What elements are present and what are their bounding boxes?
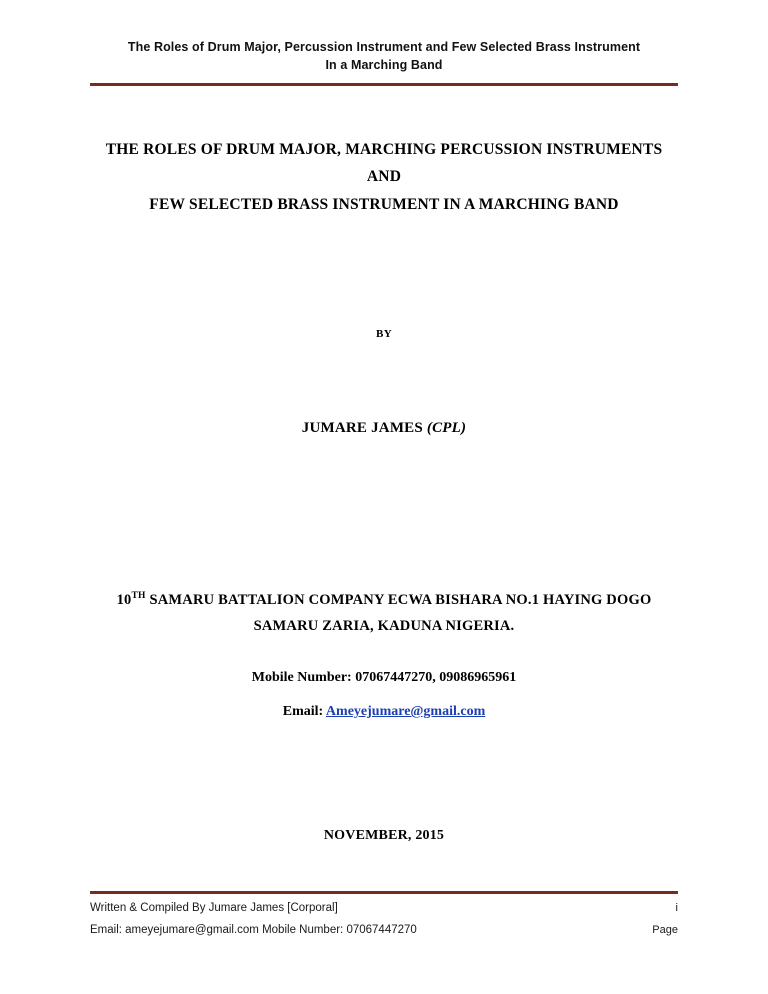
footer-page-number: i (675, 902, 678, 915)
running-header-line-1: The Roles of Drum Major, Percussion Instrument and Few Selected Brass Instrument (127, 40, 641, 54)
affiliation-line-1-rest: SAMARU BATTALION COMPANY ECWA BISHARA NO.1 HAYING DOGO (145, 591, 652, 608)
footer-row-1 (90, 898, 678, 920)
footer-row-2 (90, 920, 678, 942)
affiliation-block (90, 587, 678, 641)
header-divider (90, 83, 678, 86)
author-block (90, 420, 678, 437)
email-label: Email: (282, 704, 326, 720)
running-header (90, 0, 678, 74)
document-title (90, 136, 678, 217)
affiliation-line-1 (90, 587, 678, 614)
footer-credit: Written & Compiled By Jumare James [Corporal] (90, 902, 338, 915)
affiliation-ordinal-number: 10 (116, 591, 132, 608)
author-rank: (CPL) (426, 419, 467, 436)
affiliation-ordinal-suffix: TH (131, 590, 146, 601)
by-label: BY (375, 327, 393, 340)
footer-contact: Email: ameyejumare@gmail.com Mobile Number: 07067447270 (90, 924, 417, 937)
contact-mobile: Mobile Number: 07067447270, 09086965961 (251, 670, 517, 686)
publication-date: NOVEMBER, 2015 (323, 828, 445, 844)
author-name: JUMARE JAMES (301, 419, 427, 436)
affiliation-line-2: SAMARU ZARIA, KADUNA NIGERIA. (253, 618, 515, 635)
contact-email (90, 704, 678, 720)
document-title-line-1: THE ROLES OF DRUM MAJOR, MARCHING PERCUSSION INSTRUMENTS AND (105, 141, 663, 186)
footer-divider (90, 891, 678, 894)
email-link[interactable]: Ameyejumare@gmail.com (325, 704, 486, 720)
footer-page-label: Page (652, 924, 678, 937)
document-title-line-2: FEW SELECTED BRASS INSTRUMENT IN A MARCHING BAND (149, 195, 619, 213)
page-footer (90, 891, 678, 942)
running-header-line-2: In a Marching Band (325, 58, 443, 73)
